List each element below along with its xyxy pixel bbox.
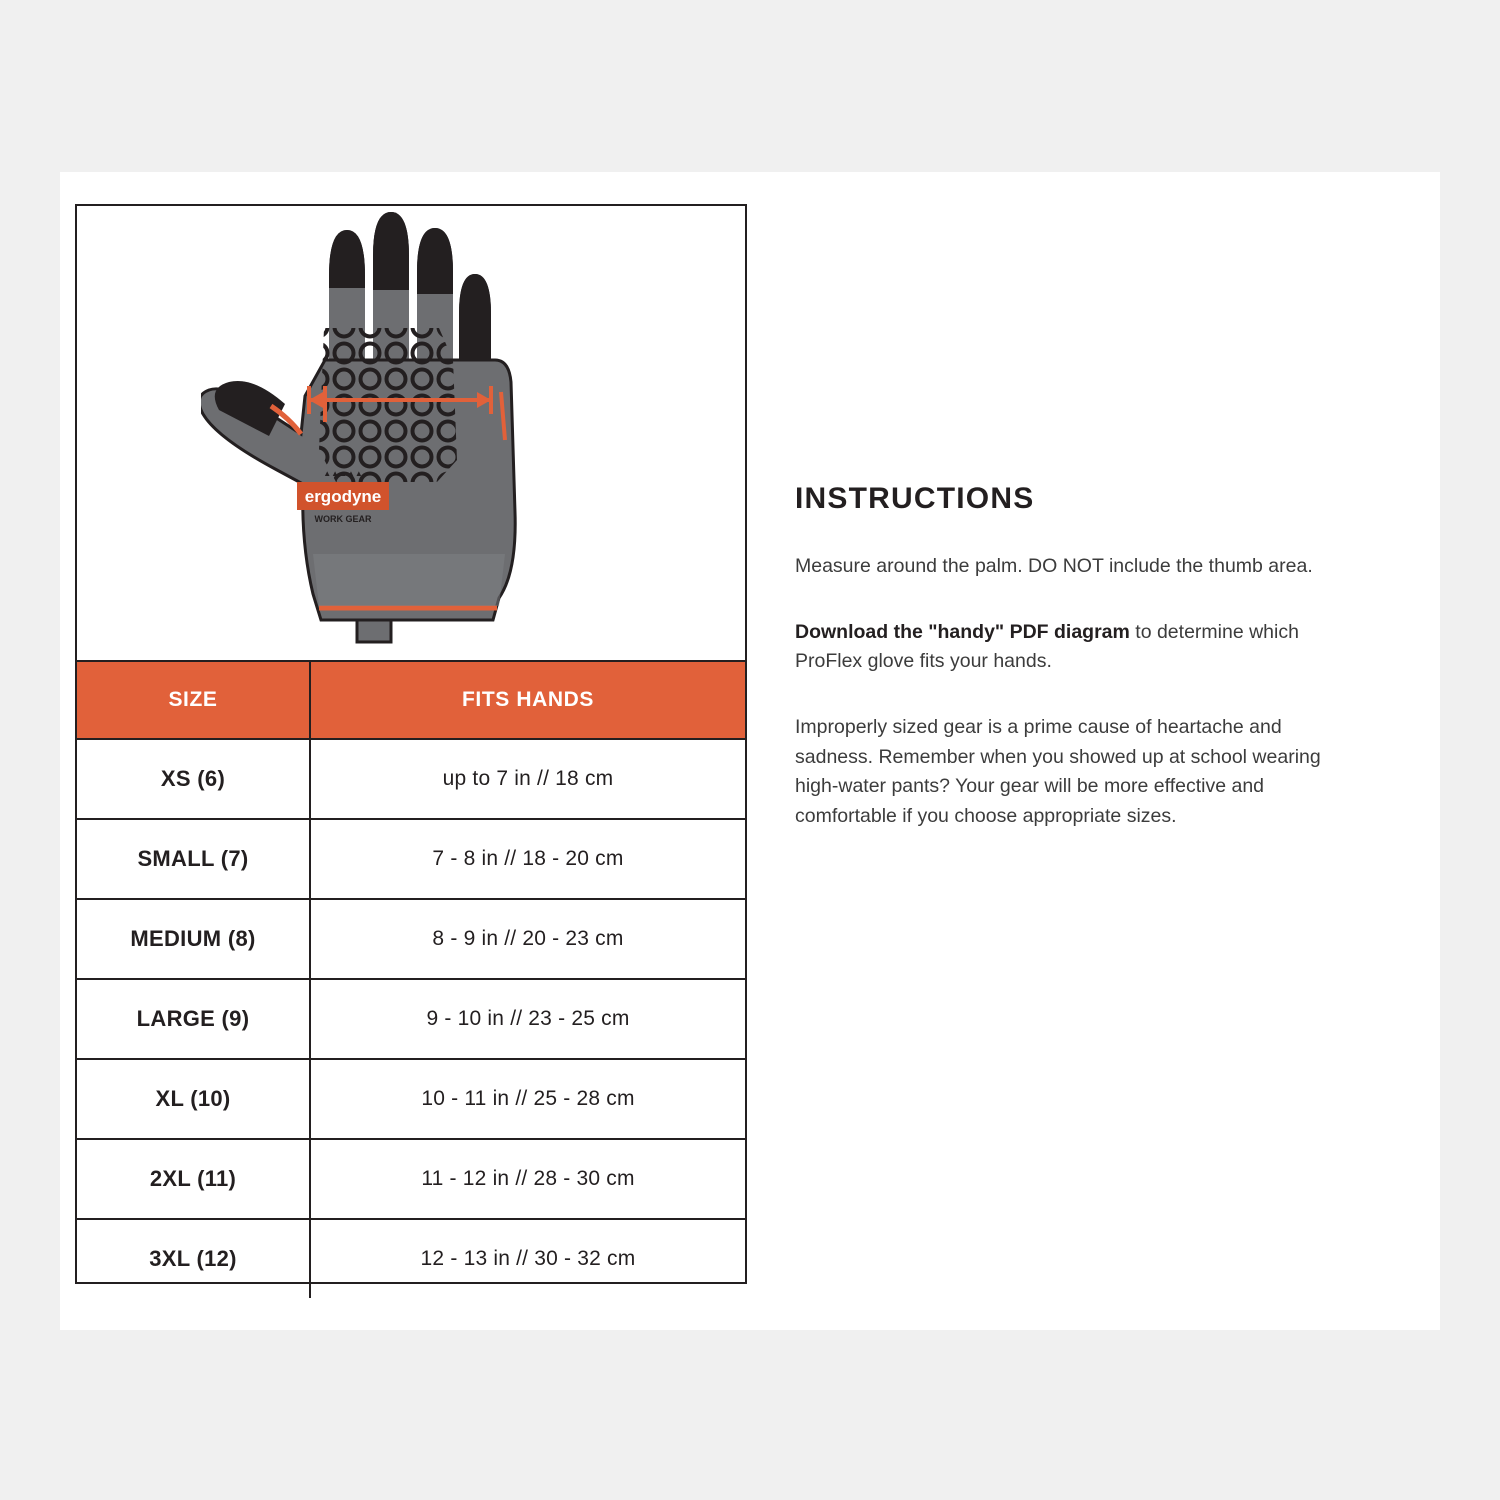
size-chart-box bbox=[75, 204, 747, 1284]
table-row bbox=[77, 899, 745, 979]
instructions-heading: INSTRUCTIONS bbox=[795, 482, 1035, 515]
cell-fits: 11 - 12 in // 28 - 30 cm bbox=[310, 1139, 745, 1219]
size-chart-table bbox=[77, 660, 745, 1298]
svg-text:▲▲▲▲▲: ▲▲▲▲▲ bbox=[323, 469, 363, 478]
cell-size: LARGE (9) bbox=[77, 979, 310, 1059]
table-row bbox=[77, 1139, 745, 1219]
cell-fits: 12 - 13 in // 30 - 32 cm bbox=[310, 1219, 745, 1298]
instructions-paragraph-2 bbox=[795, 618, 1355, 677]
pdf-download-rest: to determine which ProFlex glove fits your hands. bbox=[795, 620, 1299, 673]
glove-body bbox=[201, 320, 515, 642]
table-row bbox=[77, 1059, 745, 1139]
cell-size: SMALL (7) bbox=[77, 819, 310, 899]
cell-fits: 7 - 8 in // 18 - 20 cm bbox=[310, 819, 745, 899]
brand-name: ergodyne bbox=[304, 487, 382, 506]
instructions-paragraph-3: Improperly sized gear is a prime cause of heartache and sadness. Remember when you showed up at school wearing high-water pants? Your gear will be more effective and comfortable if you choose appropriate sizes. bbox=[795, 715, 1321, 827]
table-header-row bbox=[77, 661, 745, 739]
table-row bbox=[77, 739, 745, 819]
column-header-size: SIZE bbox=[77, 661, 310, 739]
page-content bbox=[60, 172, 1440, 1330]
cell-size: 3XL (12) bbox=[77, 1219, 310, 1298]
instructions-section bbox=[795, 482, 1355, 831]
instructions-paragraph-1: Measure around the palm. DO NOT include the thumb area. bbox=[795, 555, 1313, 577]
column-header-fits-hands: FITS HANDS bbox=[310, 661, 745, 739]
table-row bbox=[77, 1219, 745, 1298]
cell-size: MEDIUM (8) bbox=[77, 899, 310, 979]
cell-fits: 9 - 10 in // 23 - 25 cm bbox=[310, 979, 745, 1059]
glove-illustration bbox=[201, 210, 621, 658]
table-row bbox=[77, 819, 745, 899]
table-row bbox=[77, 979, 745, 1059]
cell-fits: 8 - 9 in // 20 - 23 cm bbox=[310, 899, 745, 979]
cell-fits: 10 - 11 in // 25 - 28 cm bbox=[310, 1059, 745, 1139]
brand-tagline: WORK GEAR bbox=[314, 514, 372, 524]
cell-size: 2XL (11) bbox=[77, 1139, 310, 1219]
cell-size: XL (10) bbox=[77, 1059, 310, 1139]
glove-illustration-area bbox=[77, 206, 745, 662]
size-chart-page bbox=[60, 172, 1440, 1330]
cell-size: XS (6) bbox=[77, 739, 310, 819]
pdf-download-emphasis: Download the "handy" PDF diagram bbox=[795, 620, 1130, 643]
cell-fits: up to 7 in // 18 cm bbox=[310, 739, 745, 819]
